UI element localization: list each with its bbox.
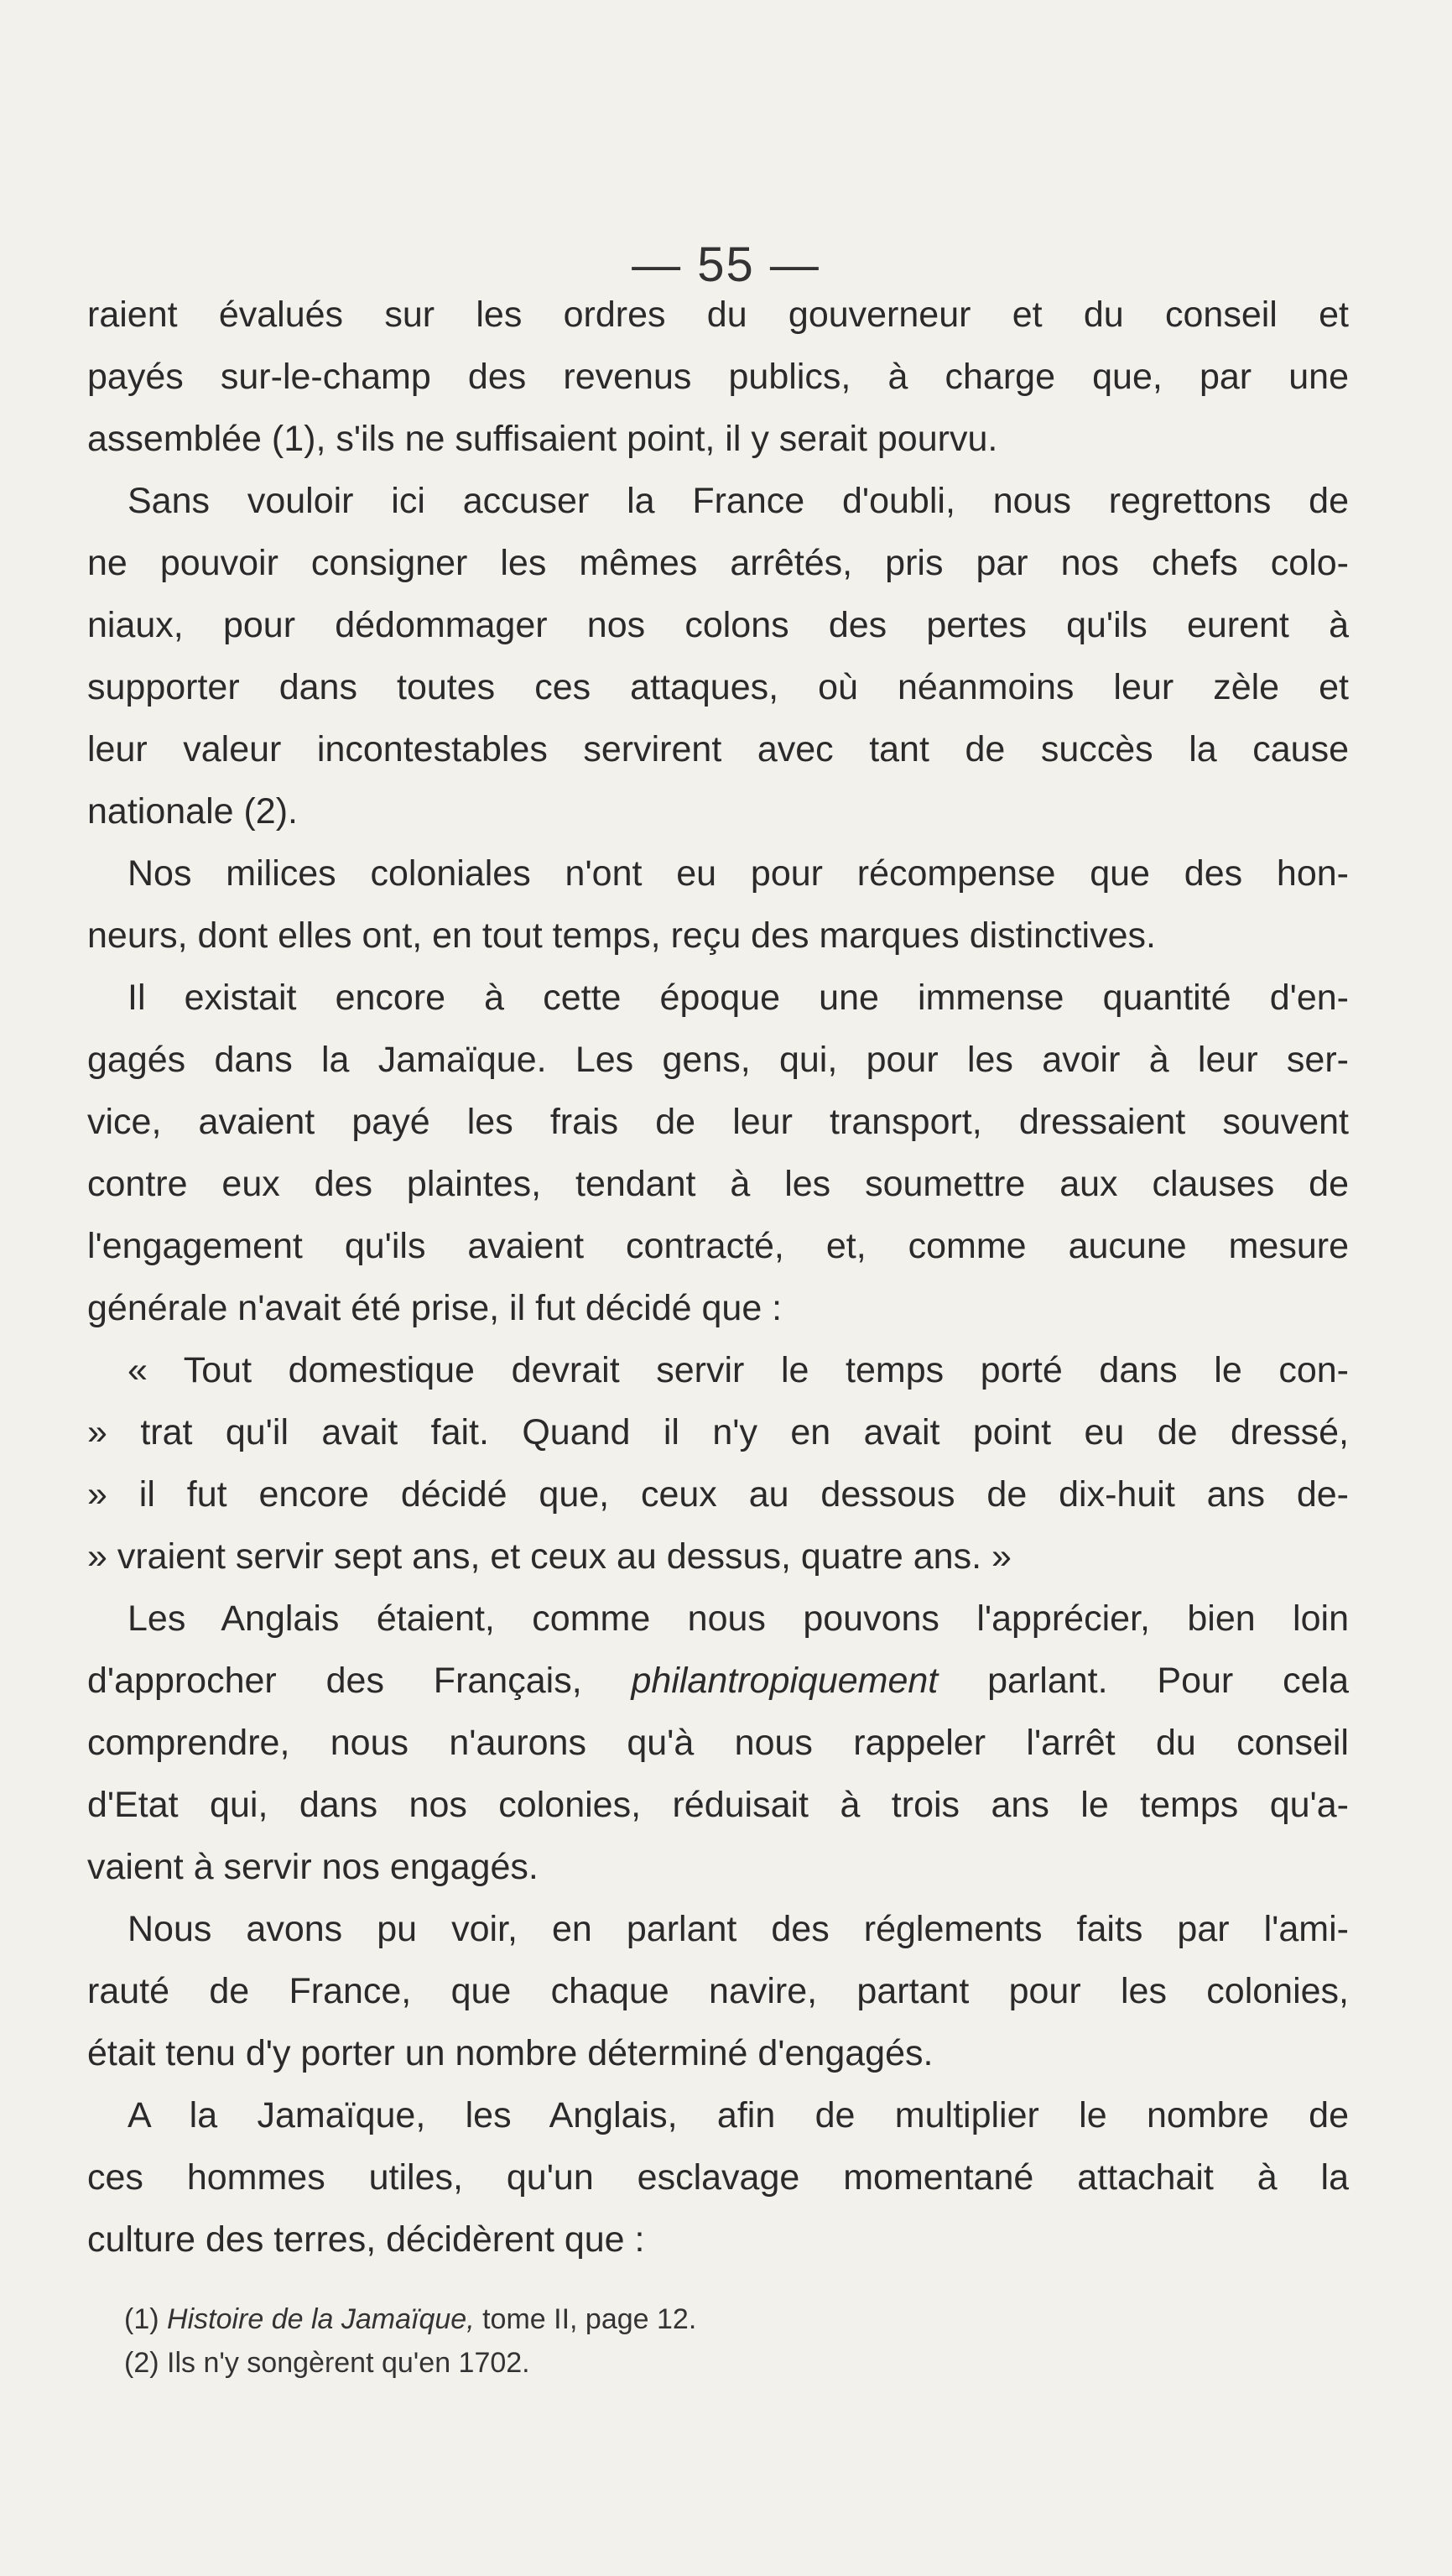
text-line: leur valeur incontestables servirent avec tant de succès la cause bbox=[87, 729, 1349, 769]
text-line bbox=[87, 1650, 1349, 1712]
text-line: vaient à servir nos engagés. bbox=[87, 1847, 539, 1887]
text-line: générale n'avait été prise, il fut décidé que : bbox=[87, 1288, 783, 1328]
text-line: rauté de France, que chaque navire, partant pour les colonies, bbox=[87, 1971, 1349, 2011]
text-line: Il existait encore à cette époque une immense quantité d'en- bbox=[128, 978, 1349, 1018]
text-line: vice, avaient payé les frais de leur transport, dressaient souvent bbox=[87, 1102, 1349, 1142]
text-line: gagés dans la Jamaïque. Les gens, qui, pour les avoir à leur ser- bbox=[87, 1040, 1349, 1080]
text-line: nationale (2). bbox=[87, 791, 298, 832]
text-line: A la Jamaïque, les Anglais, afin de multiplier le nombre de bbox=[128, 2095, 1349, 2135]
body-text bbox=[87, 284, 1349, 2271]
text-line: l'engagement qu'ils avaient contracté, et, comme aucune mesure bbox=[87, 1226, 1349, 1266]
text-line: raient évalués sur les ordres du gouverneur et du conseil et bbox=[87, 295, 1349, 335]
text-line: supporter dans toutes ces attaques, où néanmoins leur zèle et bbox=[87, 667, 1349, 707]
text-line: Sans vouloir ici accuser la France d'oubli, nous regrettons de bbox=[128, 481, 1349, 521]
italic-word: philantropiquement bbox=[631, 1661, 939, 1701]
footnote-marker: (2) bbox=[124, 2347, 159, 2379]
text-line: » trat qu'il avait fait. Quand il n'y en avait point eu de dressé, bbox=[87, 1412, 1349, 1452]
page-number: — 55 — bbox=[632, 237, 820, 292]
text-line: niaux, pour dédommager nos colons des pertes qu'ils eurent à bbox=[87, 605, 1349, 645]
text-line: Nos milices coloniales n'ont eu pour récompense que des hon- bbox=[128, 853, 1349, 894]
text-line: » vraient servir sept ans, et ceux au dessus, quatre ans. » bbox=[87, 1536, 1012, 1577]
text-line: « Tout domestique devrait servir le temps porté dans le con- bbox=[128, 1350, 1349, 1390]
text-line: neurs, dont elles ont, en tout temps, reçu des marques distinctives. bbox=[87, 915, 1156, 956]
text-line: comprendre, nous n'aurons qu'à nous rappeler l'arrêt du conseil bbox=[87, 1723, 1349, 1763]
text-line: était tenu d'y porter un nombre déterminé d'engagés. bbox=[87, 2033, 934, 2073]
line-segment: d'approcher des Français, bbox=[87, 1661, 632, 1701]
text-line: culture des terres, décidèrent que : bbox=[87, 2219, 645, 2260]
text-line: » il fut encore décidé que, ceux au dessous de dix-huit ans de- bbox=[87, 1474, 1349, 1515]
footnote bbox=[124, 2297, 1298, 2341]
text-line: contre eux des plaintes, tendant à les soumettre aux clauses de bbox=[87, 1164, 1349, 1204]
footnotes bbox=[124, 2297, 1298, 2385]
text-line: ces hommes utiles, qu'un esclavage momentané attachait à la bbox=[87, 2157, 1349, 2198]
footnote bbox=[124, 2341, 1298, 2385]
footnote-text: Ils n'y songèrent qu'en 1702. bbox=[159, 2347, 530, 2379]
footnote-text: tome II, page 12. bbox=[474, 2303, 697, 2335]
text-line: payés sur-le-champ des revenus publics, à charge que, par une bbox=[87, 357, 1349, 397]
text-line: Les Anglais étaient, comme nous pouvons l'apprécier, bien loin bbox=[128, 1598, 1349, 1639]
text-line: Nous avons pu voir, en parlant des réglements faits par l'ami- bbox=[128, 1909, 1349, 1949]
text-line: assemblée (1), s'ils ne suffisaient point, il y serait pourvu. bbox=[87, 419, 998, 459]
footnote-marker: (1) bbox=[124, 2303, 159, 2335]
text-line: d'Etat qui, dans nos colonies, réduisait à trois ans le temps qu'a- bbox=[87, 1785, 1349, 1825]
text-line: ne pouvoir consigner les mêmes arrêtés, pris par nos chefs colo- bbox=[87, 543, 1349, 583]
footnote-title: Histoire de la Jamaïque, bbox=[167, 2303, 475, 2335]
line-segment: parlant. Pour cela bbox=[938, 1661, 1349, 1701]
